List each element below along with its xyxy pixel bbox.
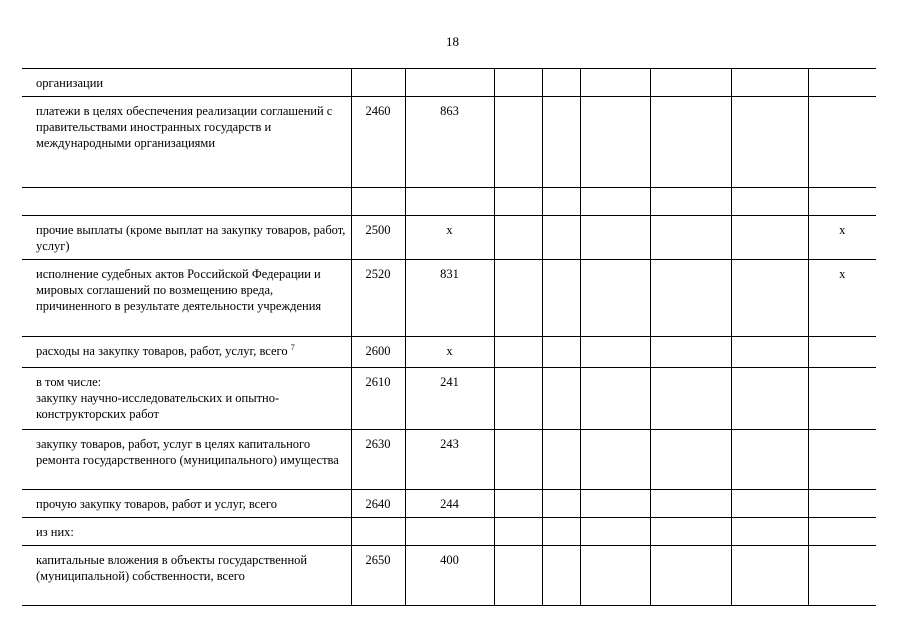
amount-cell bbox=[731, 368, 808, 430]
row-description: исполнение судебных актов Российской Федерации и мировых соглашений по возмещению вреда, причиненного в результате деятельности учреждения bbox=[22, 260, 351, 337]
row-description: организации bbox=[22, 69, 351, 97]
row-mark-cell bbox=[808, 546, 876, 606]
row-code-cell: 2500 bbox=[351, 216, 405, 260]
table-row bbox=[22, 490, 876, 518]
table-row bbox=[22, 430, 876, 490]
row-description bbox=[22, 188, 351, 216]
table-row bbox=[22, 546, 876, 606]
amount-cell bbox=[542, 368, 580, 430]
amount-cell bbox=[494, 368, 542, 430]
row-description: прочую закупку товаров, работ и услуг, всего bbox=[22, 490, 351, 518]
row-kbk-cell: х bbox=[405, 216, 494, 260]
table-row bbox=[22, 69, 876, 97]
amount-cell bbox=[494, 216, 542, 260]
row-mark-cell: х bbox=[808, 260, 876, 337]
row-code-cell: 2650 bbox=[351, 546, 405, 606]
amount-cell bbox=[731, 260, 808, 337]
row-description-text: расходы на закупку товаров, работ, услуг, всего bbox=[36, 344, 288, 358]
row-mark-cell: х bbox=[808, 216, 876, 260]
amount-cell bbox=[731, 188, 808, 216]
amount-cell bbox=[494, 69, 542, 97]
row-description-line: в том числе: bbox=[36, 375, 102, 389]
row-description: платежи в целях обеспечения реализации соглашений с правительствами иностранных государств и международными организациями bbox=[22, 97, 351, 188]
row-kbk-cell: 241 bbox=[405, 368, 494, 430]
footnote-marker: 7 bbox=[290, 343, 295, 352]
row-mark-cell bbox=[808, 430, 876, 490]
amount-cell bbox=[650, 97, 731, 188]
row-code-cell: 2610 bbox=[351, 368, 405, 430]
amount-cell bbox=[580, 490, 650, 518]
amount-cell bbox=[731, 337, 808, 368]
table-row bbox=[22, 260, 876, 337]
row-mark-cell bbox=[808, 97, 876, 188]
amount-cell bbox=[580, 337, 650, 368]
amount-cell bbox=[731, 430, 808, 490]
table-row bbox=[22, 188, 876, 216]
row-kbk-cell bbox=[405, 188, 494, 216]
table-row bbox=[22, 97, 876, 188]
amount-cell bbox=[580, 518, 650, 546]
row-description: прочие выплаты (кроме выплат на закупку товаров, работ, услуг) bbox=[22, 216, 351, 260]
amount-cell bbox=[731, 97, 808, 188]
amount-cell bbox=[650, 546, 731, 606]
amount-cell bbox=[731, 69, 808, 97]
amount-cell bbox=[650, 430, 731, 490]
amount-cell bbox=[650, 188, 731, 216]
table-row bbox=[22, 368, 876, 430]
row-kbk-cell: х bbox=[405, 337, 494, 368]
row-kbk-cell bbox=[405, 69, 494, 97]
row-description bbox=[22, 368, 351, 430]
row-code-cell: 2520 bbox=[351, 260, 405, 337]
table-row bbox=[22, 216, 876, 260]
amount-cell bbox=[580, 368, 650, 430]
amount-cell bbox=[580, 430, 650, 490]
financial-plan-table bbox=[22, 68, 876, 606]
row-description-line: закупку научно-исследовательских и опытно-конструкторских работ bbox=[36, 391, 280, 421]
row-code-cell: 2640 bbox=[351, 490, 405, 518]
row-code-cell: 2460 bbox=[351, 97, 405, 188]
row-mark-cell bbox=[808, 518, 876, 546]
amount-cell bbox=[650, 216, 731, 260]
amount-cell bbox=[494, 337, 542, 368]
row-kbk-cell: 831 bbox=[405, 260, 494, 337]
amount-cell bbox=[650, 69, 731, 97]
amount-cell bbox=[580, 188, 650, 216]
page-number: 18 bbox=[446, 34, 459, 49]
table-row bbox=[22, 337, 876, 368]
amount-cell bbox=[650, 518, 731, 546]
amount-cell bbox=[542, 216, 580, 260]
row-code-cell bbox=[351, 518, 405, 546]
row-code-cell bbox=[351, 69, 405, 97]
amount-cell bbox=[650, 490, 731, 518]
amount-cell bbox=[542, 69, 580, 97]
row-code-cell: 2600 bbox=[351, 337, 405, 368]
row-mark-cell bbox=[808, 368, 876, 430]
amount-cell bbox=[580, 97, 650, 188]
amount-cell bbox=[731, 518, 808, 546]
amount-cell bbox=[494, 260, 542, 337]
row-kbk-cell: 244 bbox=[405, 490, 494, 518]
amount-cell bbox=[494, 97, 542, 188]
amount-cell bbox=[650, 337, 731, 368]
amount-cell bbox=[731, 216, 808, 260]
row-description: закупку товаров, работ, услуг в целях капитального ремонта государственного (муниципального) имущества bbox=[22, 430, 351, 490]
amount-cell bbox=[542, 518, 580, 546]
amount-cell bbox=[494, 188, 542, 216]
row-mark-cell bbox=[808, 337, 876, 368]
row-mark-cell bbox=[808, 490, 876, 518]
row-description bbox=[22, 337, 351, 368]
row-kbk-cell: 400 bbox=[405, 546, 494, 606]
row-description: капитальные вложения в объекты государственной (муниципальной) собственности, всего bbox=[22, 546, 351, 606]
amount-cell bbox=[580, 69, 650, 97]
amount-cell bbox=[542, 188, 580, 216]
amount-cell bbox=[494, 490, 542, 518]
row-mark-cell bbox=[808, 188, 876, 216]
amount-cell bbox=[580, 260, 650, 337]
amount-cell bbox=[542, 490, 580, 518]
row-kbk-cell: 863 bbox=[405, 97, 494, 188]
amount-cell bbox=[542, 546, 580, 606]
amount-cell bbox=[494, 546, 542, 606]
amount-cell bbox=[650, 368, 731, 430]
amount-cell bbox=[542, 260, 580, 337]
row-kbk-cell bbox=[405, 518, 494, 546]
amount-cell bbox=[650, 260, 731, 337]
amount-cell bbox=[731, 490, 808, 518]
amount-cell bbox=[580, 546, 650, 606]
row-mark-cell bbox=[808, 69, 876, 97]
amount-cell bbox=[731, 546, 808, 606]
amount-cell bbox=[542, 97, 580, 188]
amount-cell bbox=[542, 337, 580, 368]
amount-cell bbox=[494, 430, 542, 490]
row-code-cell: 2630 bbox=[351, 430, 405, 490]
row-kbk-cell: 243 bbox=[405, 430, 494, 490]
table-row bbox=[22, 518, 876, 546]
amount-cell bbox=[494, 518, 542, 546]
amount-cell bbox=[580, 216, 650, 260]
row-description: из них: bbox=[22, 518, 351, 546]
amount-cell bbox=[542, 430, 580, 490]
row-code-cell bbox=[351, 188, 405, 216]
